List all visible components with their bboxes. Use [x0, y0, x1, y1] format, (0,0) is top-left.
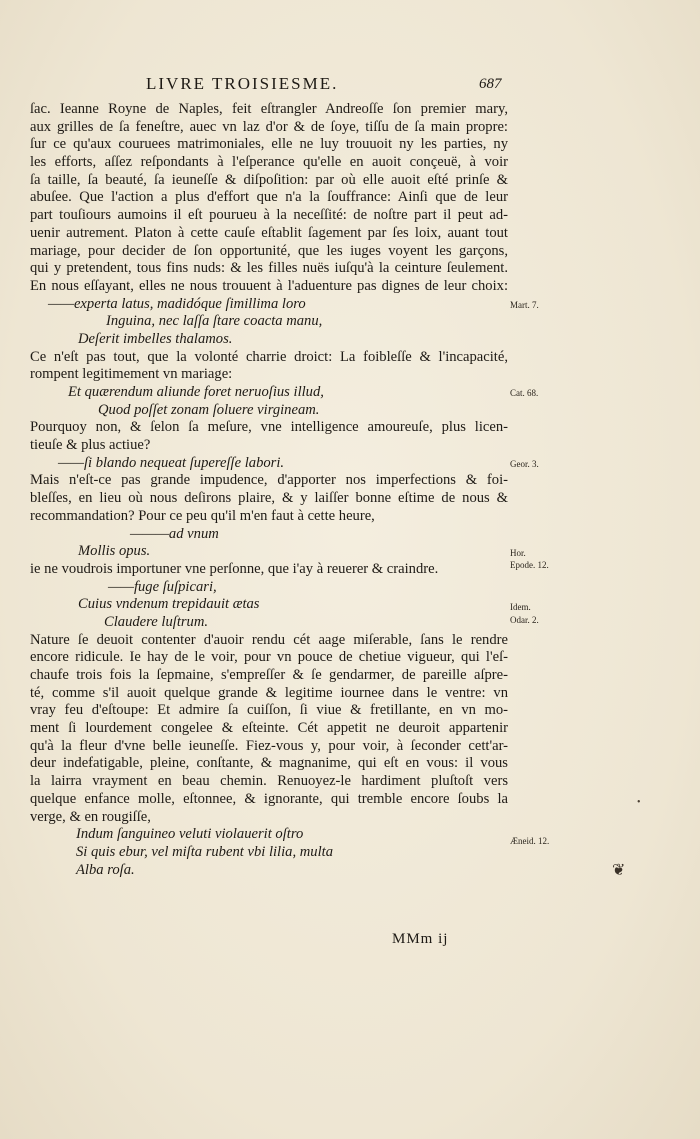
- text-line: verge, & en rougiſſe,: [30, 808, 151, 825]
- verse-line: ——ſi blando nequeat ſupereſſe labori.: [58, 454, 285, 471]
- text-line: tieuſe & plus actiue?: [30, 437, 151, 454]
- verse-line: Claudere luſtrum.: [104, 613, 209, 630]
- verse-line: Si quis ebur, vel miſta rubent vbi lilia, multa: [76, 843, 333, 860]
- text-line: abuſee. Que l'action a plus d'effort que n'a la ſouffrance: Ainſi que de leur: [30, 189, 508, 206]
- text-line: part touſiours aumoins il eſt pourueu à la neceſſité: de noſtre part il peut ad-: [30, 207, 508, 224]
- text-line: mariage, pour decider de ſon opportunité, que les iuges voyent les garçons,: [30, 242, 508, 259]
- verse-line: Deſerit imbelles thalamos.: [78, 330, 233, 347]
- verse-line: Indum ſanguineo veluti violauerit oſtro: [76, 826, 304, 843]
- margin-citation: Æneid. 12.: [510, 836, 550, 846]
- text-line: ſac. Ieanne Royne de Naples, feit eſtrangler Andreoſſe ſon premier mary,: [30, 101, 508, 117]
- text-line: encore ridicule. Ie hay de le voir, pour vn pouce de chetiue vigueur, qui l'eſ-: [30, 649, 508, 666]
- margin-citation: Hor.: [510, 547, 526, 558]
- verse-line: ———ad vnum: [130, 525, 219, 542]
- text-line: Pourquoy non, & ſelon ſa meſure, vne intelligence amoureuſe, plus licen-: [30, 419, 508, 436]
- text-line: ie ne voudrois importuner vne perſonne, que i'ay à reuerer & craindre.: [30, 560, 439, 577]
- text-line: aux grilles de ſa feneſtre, auec vn laz d'or & de ſoye, tiſſu de ſa main propre:: [30, 118, 508, 135]
- running-title: LIVRE TROISIESME.: [146, 74, 339, 93]
- ornament-icon: ❦: [612, 862, 626, 879]
- margin-citation: Geor. 3.: [510, 459, 539, 469]
- page-number: 687: [479, 76, 502, 92]
- text-line: qu'à la fleur d'vne belle ieuneſſe. Fiez-vous y, pour voir, à ſeconder cett'ar-: [30, 737, 508, 754]
- margin-citation: Odar. 2.: [510, 614, 539, 625]
- text-line: bleſſes, en lieu où nous deſirons plaire, & y laiſſer bonne eſtime de nous &: [30, 490, 508, 507]
- text-line: En nous eſſayant, elles ne nous trouuent à l'aduenture pas dignes de leur choix:: [30, 277, 508, 294]
- body-text: [30, 101, 508, 879]
- verse-line: Inguina, nec laſſa ſtare coacta manu,: [106, 313, 323, 330]
- text-line: Mais n'eſt-ce pas grande impudence, d'apporter nos imperfections & foi-: [30, 472, 508, 489]
- text-line: quelque enfance molle, eſtonnee, & ignorante, qui tremble encore ſoubs la: [30, 790, 508, 807]
- verse-line: Cuius vndenum trepidauit ætas: [78, 596, 260, 613]
- text-line: té, comme s'il auoit quelque grande & legitime iournee dans le ventre: vn: [30, 684, 508, 701]
- verse-line: Mollis opus.: [78, 543, 151, 560]
- text-line: ſur ce qu'aux couruees matrimoniales, elle ne luy trouuoit ny les parties, ny: [30, 136, 508, 153]
- verse-line: Quod poſſet zonam ſoluere virgineam.: [98, 401, 320, 418]
- verse-line: ——fuge ſuſpicari,: [108, 578, 217, 595]
- text-line: Nature ſe deuoit contenter d'auoir rendu cét aage miſerable, ſans le rendre: [30, 631, 508, 648]
- text-line: la lairra vrayment en beau chemin. Renuoyez-le hardiment pluſtoſt vers: [30, 773, 508, 790]
- text-line: qui y pretendent, tous fins nuds: & les filles nuës iuſqu'à la ceinture ſeulement.: [30, 260, 508, 277]
- text-line: ment ſi lourdement congelee & eſteinte. Cét appetit ne deuroit appartenir: [30, 720, 508, 737]
- margin-citation: Epode. 12.: [510, 559, 549, 570]
- text-line: chaufe trois fois la ſepmaine, s'empreſſer & ſe gendarmer, de pareille aſpre-: [30, 667, 508, 683]
- ink-spot-icon: •: [637, 797, 641, 808]
- text-line: les efforts, aſſez reſpondants à l'eſperance qu'elle en auoit conçeuë, à voir: [30, 154, 508, 171]
- text-line: vray feu d'eſtoupe: Et admire ſa cuiſſon, ſi viue & fretillante, en vn mo-: [30, 702, 508, 719]
- verse-line: ——experta latus, madidóque ſimillima loro: [48, 295, 306, 312]
- signature-mark: MMm ij: [392, 931, 449, 947]
- verse-line: Et quærendum aliunde foret neruoſius illud,: [68, 384, 324, 400]
- margin-citation: Mart. 7.: [510, 299, 539, 310]
- text-line: deur indefatigable, pleine, conſtante, & magnanime, qui eſt en vous: il vous: [30, 755, 508, 772]
- text-line: recommandation? Pour ce peu qu'il m'en faut à cette heure,: [30, 507, 375, 524]
- text-line: ſa taille, ſa beauté, ſa ieuneſſe & diſpoſition: par où elle auoit eſté prinſe &: [30, 171, 508, 188]
- text-line: rompent legitimement vn mariage:: [30, 366, 233, 383]
- margin-citation: Cat. 68.: [510, 388, 539, 399]
- text-line: Ce n'eſt pas tout, que la volonté charrie droict: La foibleſſe & l'incapacité,: [30, 348, 508, 365]
- margin-citation: Idem.: [510, 602, 531, 613]
- text-line: uenir autrement. Platon à cette cauſe eſtablit ſagement par ſes loix, auant tout: [30, 224, 508, 241]
- verse-line: Alba roſa.: [76, 861, 135, 878]
